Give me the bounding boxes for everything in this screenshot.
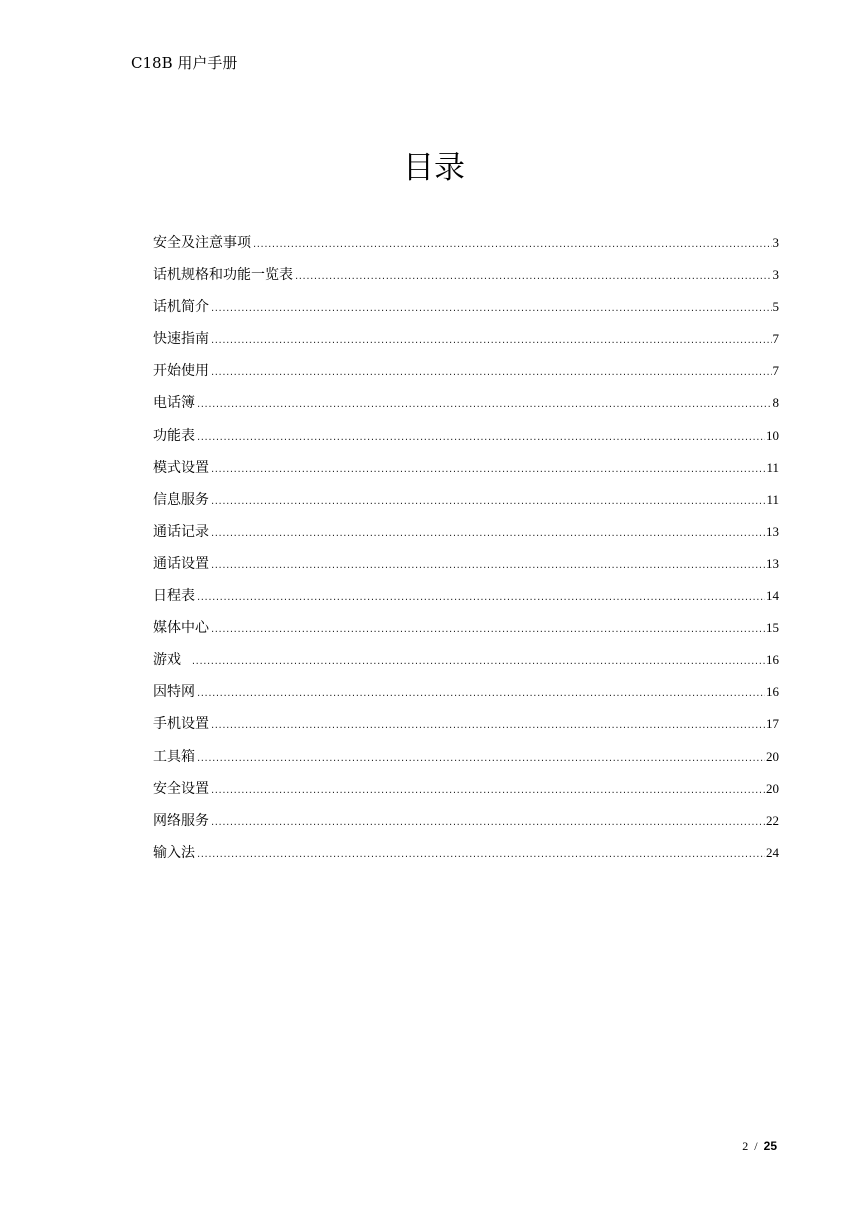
toc-entry[interactable] — [153, 777, 779, 809]
toc-entry-page: 3 — [772, 267, 779, 283]
dot-leader — [211, 522, 765, 546]
toc-entry[interactable] — [153, 552, 779, 584]
page-separator: / — [754, 1139, 758, 1153]
toc-entry-label: 日程表 — [153, 588, 195, 605]
toc-entry[interactable] — [153, 520, 779, 552]
toc-entry-label: 游戏 — [153, 652, 190, 669]
toc-entry-label: 工具箱 — [153, 748, 195, 765]
dot-leader — [211, 490, 765, 514]
toc-entry-page: 16 — [766, 684, 779, 700]
toc-entry-label: 通话记录 — [153, 523, 209, 540]
dot-leader — [192, 650, 765, 674]
page-title: 目录 — [403, 150, 465, 186]
toc-entry-label: 信息服务 — [153, 491, 209, 508]
toc-entry-page: 7 — [772, 331, 779, 347]
toc-entry[interactable] — [153, 456, 779, 488]
toc-entry-label: 手机设置 — [153, 716, 209, 733]
toc-entry[interactable] — [153, 616, 779, 648]
toc-entry[interactable] — [153, 648, 779, 680]
toc-entry-label: 因特网 — [153, 684, 195, 701]
toc-entry-label: 通话设置 — [153, 555, 209, 572]
table-of-contents — [153, 231, 779, 873]
dot-leader — [211, 458, 765, 482]
toc-entry-label: 快速指南 — [153, 331, 209, 348]
toc-entry[interactable] — [153, 841, 779, 873]
toc-entry-label: 安全及注意事项 — [153, 235, 251, 251]
toc-entry-page: 24 — [766, 844, 779, 860]
toc-entry-label: 话机规格和功能一览表 — [153, 267, 293, 284]
toc-entry-page: 8 — [772, 395, 779, 411]
toc-entry[interactable] — [153, 680, 779, 712]
current-page: 2 — [742, 1139, 749, 1153]
toc-entry[interactable] — [153, 391, 779, 423]
dot-leader — [211, 361, 772, 385]
dot-leader — [211, 779, 765, 803]
dot-leader — [197, 682, 765, 706]
toc-entry[interactable] — [153, 712, 779, 744]
dot-leader — [197, 586, 765, 610]
toc-entry-label: 功能表 — [153, 427, 195, 444]
toc-entry-page: 11 — [766, 459, 779, 475]
toc-entry-label: 输入法 — [153, 844, 195, 861]
toc-entry-page: 10 — [766, 427, 779, 443]
toc-entry-page: 16 — [766, 652, 779, 668]
toc-entry-label: 电话簿 — [153, 395, 195, 412]
dot-leader — [197, 843, 765, 867]
toc-entry-label: 网络服务 — [153, 812, 209, 829]
toc-entry-page: 14 — [766, 588, 779, 604]
dot-leader — [211, 297, 772, 321]
dot-leader — [197, 426, 765, 450]
toc-entry-label: 媒体中心 — [153, 620, 209, 637]
toc-entry-page: 22 — [766, 812, 779, 828]
total-pages: 25 — [763, 1139, 777, 1153]
toc-entry-page: 7 — [772, 363, 779, 379]
toc-entry[interactable] — [153, 231, 779, 263]
dot-leader — [211, 714, 765, 738]
dot-leader — [253, 233, 772, 257]
running-header: C18B 用户手册 — [131, 54, 238, 72]
dot-leader — [211, 811, 765, 835]
toc-entry-page: 20 — [766, 780, 779, 796]
toc-entry[interactable] — [153, 295, 779, 327]
toc-entry-page: 11 — [766, 491, 779, 507]
toc-entry-page: 17 — [766, 716, 779, 732]
toc-entry-page: 15 — [766, 620, 779, 636]
toc-entry[interactable] — [153, 584, 779, 616]
toc-entry-label: 话机简介 — [153, 299, 209, 316]
toc-entry[interactable] — [153, 424, 779, 456]
toc-entry-label: 安全设置 — [153, 780, 209, 797]
toc-entry[interactable] — [153, 809, 779, 841]
toc-entry-page: 5 — [772, 299, 779, 315]
toc-entry[interactable] — [153, 359, 779, 391]
toc-entry-label: 开始使用 — [153, 363, 209, 380]
dot-leader — [211, 329, 772, 353]
toc-entry[interactable] — [153, 488, 779, 520]
dot-leader — [197, 747, 765, 771]
toc-entry-page: 20 — [766, 748, 779, 764]
page-number — [742, 1139, 777, 1154]
dot-leader — [197, 393, 772, 417]
dot-leader — [211, 554, 765, 578]
toc-entry[interactable] — [153, 263, 779, 295]
dot-leader — [211, 618, 765, 642]
toc-entry-label: 模式设置 — [153, 459, 209, 476]
toc-entry-page: 13 — [766, 523, 779, 539]
dot-leader — [295, 265, 772, 289]
toc-entry-page: 13 — [766, 555, 779, 571]
toc-entry-page: 3 — [772, 235, 779, 250]
toc-entry[interactable] — [153, 745, 779, 777]
toc-entry[interactable] — [153, 327, 779, 359]
